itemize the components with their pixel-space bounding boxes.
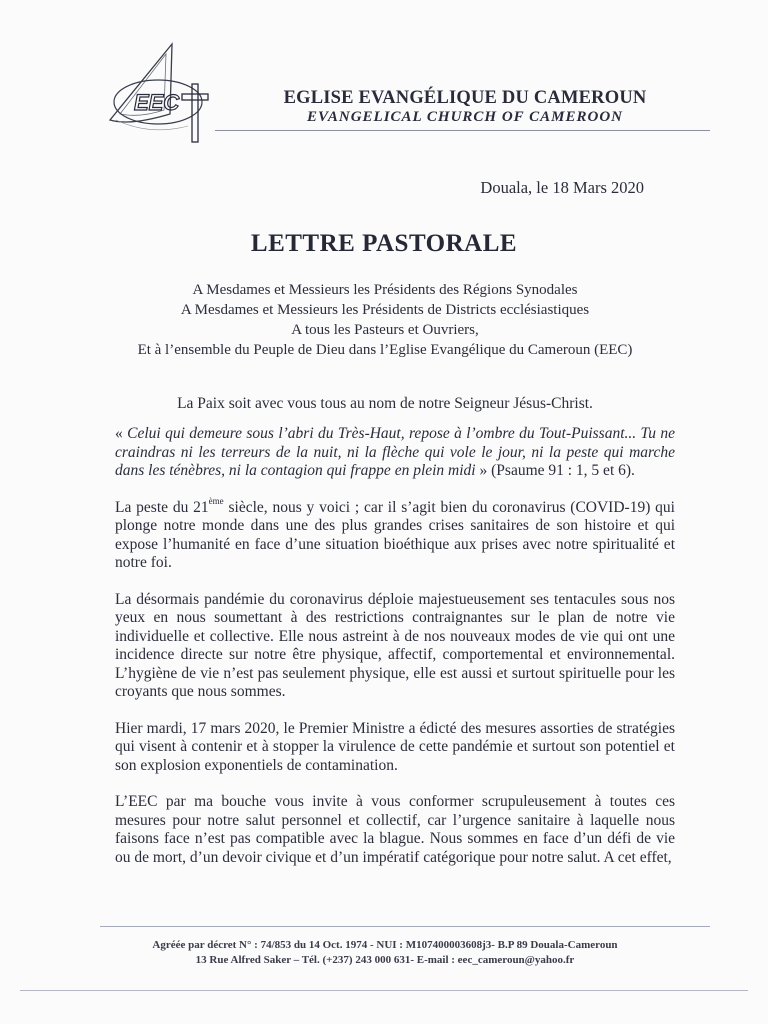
addressee-line: Et à l’ensemble du Peuple de Dieu dans l’Eglise Evangélique du Cameroun (EEC) bbox=[137, 342, 633, 358]
svg-text:EEC: EEC bbox=[134, 90, 180, 115]
organization-name-fr: EGLISE EVANGÉLIQUE DU CAMEROUN bbox=[283, 88, 647, 108]
scripture-quote bbox=[115, 425, 675, 481]
quote-reference: » (Psaume 91 : 1, 5 et 6). bbox=[475, 462, 635, 479]
quote-open: « bbox=[115, 425, 128, 442]
organization-header bbox=[220, 88, 710, 126]
paragraph-1 bbox=[115, 495, 675, 573]
organization-name-en: EVANGELICAL CHURCH OF CAMEROON bbox=[306, 109, 624, 125]
date-line: Douala, le 18 Mars 2020 bbox=[480, 178, 644, 197]
footer-registration: Agréée par décret N° : 74/853 du 14 Oct. 1974 - NUI : M107400003608j3- B.P 89 Douala-Cameroun bbox=[152, 939, 618, 951]
paragraph-3: Hier mardi, 17 mars 2020, le Premier Ministre a édicté des mesures assorties de stratégies qui visent à contenir et à stopper la virulence de cette pandémie et surtout son potentiel et son explosion exponentiels de contamination. bbox=[115, 719, 675, 774]
footer-contact: 13 Rue Alfred Saker – Tél. (+237) 243 000 631- E-mail : eec_cameroun@yahoo.fr bbox=[195, 954, 575, 966]
greeting: La Paix soit avec vous tous au nom de notre Seigneur Jésus-Christ. bbox=[177, 395, 593, 412]
eec-logo-icon bbox=[100, 40, 220, 150]
ordinal-superscript: ème bbox=[208, 495, 224, 506]
letter-body bbox=[115, 425, 675, 885]
paragraph-4: L’EEC par ma bouche vous invite à vous conformer scrupuleusement à toutes ces mesures pour notre salut personnel et collectif, car l’urgence sanitaire à laquelle nous faisons face n’est pas compatible avec la blague. Nous sommes en face d’un défi de vie ou de mort, d’un devoir civique et d’un impératif catégorique pour notre salut. A cet effet, bbox=[115, 793, 675, 866]
addressees-block bbox=[60, 280, 710, 360]
paragraph-1-rest: siècle, nous y voici ; car il s’agit bien du coronavirus (COVID-19) qui plonge notre monde dans une des plus grandes crises sanitaires de son histoire et qui expose l’humanité en face d’une situation bioéthique aux prises avec notre spiritualité et notre foi. bbox=[115, 498, 675, 571]
addressee-line: A Mesdames et Messieurs les Présidents des Régions Synodales bbox=[192, 282, 578, 298]
letter-title: LETTRE PASTORALE bbox=[250, 230, 518, 257]
quote-text: Celui qui demeure sous l’abri du Très-Haut, repose à l’ombre du Tout-Puissant... Tu ne craindras ni les terreurs de la nuit, ni la flèche qui vole le jour, ni la peste qui marche dans les ténèbres, ni la contagion qui frappe en plein midi bbox=[115, 425, 676, 479]
paragraph-1-start: La peste du 21 bbox=[115, 498, 209, 516]
paragraph-2: La désormais pandémie du coronavirus déploie majestueusement ses tentacules sous nos yeux en nous soumettant à des restrictions contraignantes sur le plan de notre vie individuelle et collective. Elle nous astreint à de nos nouveaux modes de vie qui ont une incidence directe sur notre être physique, affectif, comportemental et environnemental. L’hygiène de vie n’est pas seulement physique, elle est aussi et surtout spirituelle pour les croyants que nous sommes. bbox=[115, 590, 675, 700]
footer-bottom-divider bbox=[20, 990, 748, 991]
header-divider bbox=[215, 130, 710, 131]
footer bbox=[60, 938, 710, 968]
addressee-line: A tous les Pasteurs et Ouvriers, bbox=[291, 322, 479, 338]
addressee-line: A Mesdames et Messieurs les Présidents de Districts ecclésiastiques bbox=[180, 302, 590, 318]
footer-divider bbox=[100, 926, 710, 927]
